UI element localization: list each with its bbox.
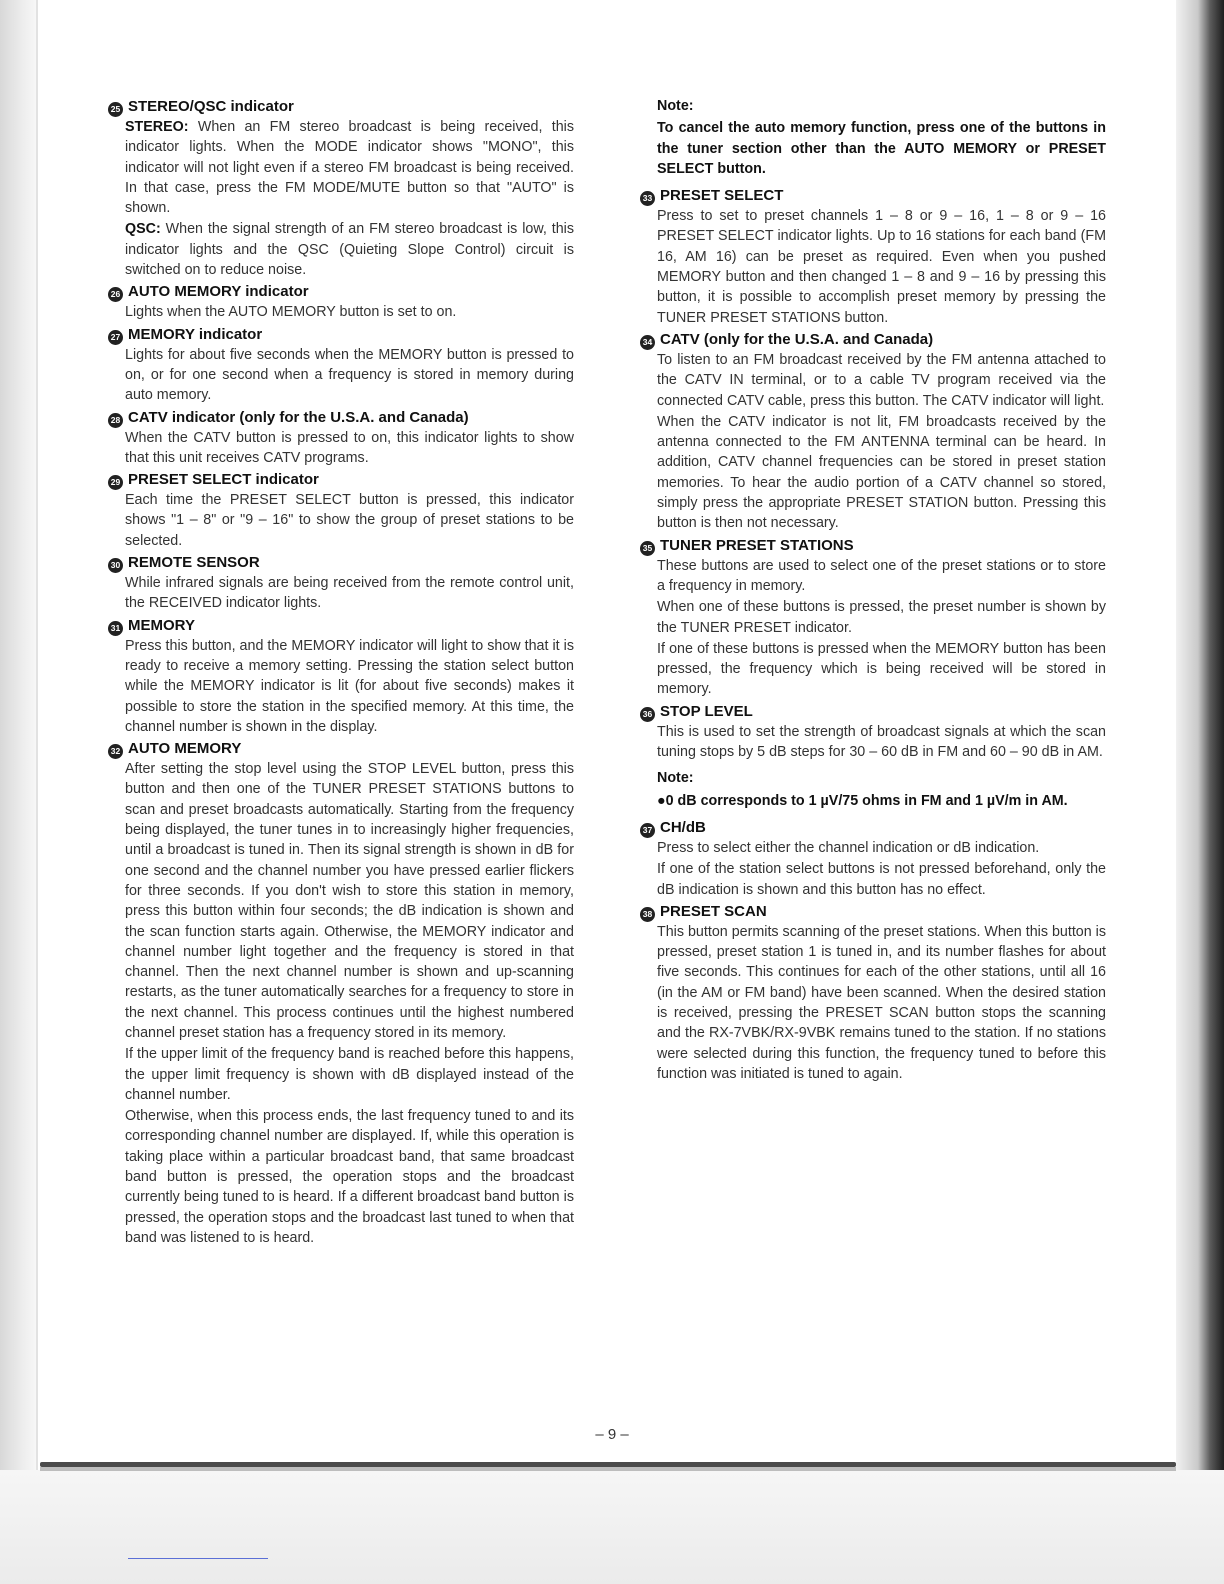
section-paragraph: When one of these buttons is pressed, the preset number is shown by the TUNER PRESET indicator. bbox=[657, 599, 1106, 636]
item-number-badge: 31 bbox=[108, 621, 123, 636]
item-number-badge: 33 bbox=[640, 191, 655, 206]
section-heading bbox=[640, 535, 1106, 556]
section-heading bbox=[640, 185, 1106, 206]
section-text: Press to set to preset channels 1 – 8 or 9 – 16, 1 – 8 or 9 – 16 PRESET SELECT indicator lights. Up to 16 stations for each band (FM 16, AM 16) can be preset as required. Even when you pushed MEMORY button and then changed 1 – 8 and 9 – 16 by pressing this button, it is possible to accomplish preset memory by pressing the TUNER PRESET STATIONS button. bbox=[657, 208, 1106, 326]
section-heading bbox=[640, 329, 1106, 350]
qsc-text: When the signal strength of an FM stereo broadcast is low, this indicator lights and the QSC (Quieting Slope Control) circuit is switched on to reduce noise. bbox=[125, 221, 574, 279]
note-title: Note: bbox=[657, 770, 694, 787]
section-preset-select-indicator bbox=[108, 469, 574, 551]
item-number-badge: 35 bbox=[640, 541, 655, 556]
section-title: MEMORY bbox=[128, 616, 195, 634]
section-body bbox=[125, 573, 574, 614]
item-number-badge: 29 bbox=[108, 475, 123, 490]
section-heading bbox=[108, 738, 574, 759]
section-title: AUTO MEMORY bbox=[128, 740, 242, 758]
section-body bbox=[657, 350, 1106, 534]
section-body bbox=[125, 345, 574, 406]
section-title: MEMORY indicator bbox=[128, 325, 263, 343]
section-text: Lights when the AUTO MEMORY button is set to on. bbox=[125, 304, 457, 321]
section-paragraph: When the CATV indicator is not lit, FM broadcasts received by the antenna connected to the FM ANTENNA terminal can be heard. In addition, CATV channel frequencies can be stored in preset station memories. To hear the audio portion of a CATV channel so stored, simply press the appropriate PRESET STATION button. Pressing this button is then not necessary. bbox=[657, 413, 1106, 532]
item-number-badge: 28 bbox=[108, 413, 123, 428]
scan-left-margin bbox=[0, 0, 36, 1584]
section-body bbox=[657, 922, 1106, 1084]
section-paragraph: After setting the stop level using the STOP LEVEL button, press this button and then one of the TUNER PRESET STATIONS buttons to scan and preset broadcasts automatically. Starting from the frequency being displayed, the tuner tunes in to increasingly higher frequencies, until a broadcast is tuned in. Then its signal strength is shown in dB for one second and the channel number you have pressed earlier flickers for three seconds. If you don't wish to store this station in memory, press this button within four seconds; the dB indication is shown and the scan function starts again. Otherwise, the MEMORY indicator and channel number light together and the frequency is stored in that channel. Then the next channel number is shown and up-scanning restarts, as the tuner automatically searches for a frequency to store in the next channel. This process continues until the highest numbered channel preset station has a frequency stored in its memory. bbox=[125, 761, 574, 1041]
section-title: STEREO/QSC indicator bbox=[128, 98, 294, 115]
section-preset-select bbox=[640, 185, 1106, 328]
section-catv-indicator bbox=[108, 407, 574, 469]
section-title: AUTO MEMORY indicator bbox=[128, 283, 309, 301]
right-column bbox=[640, 96, 1106, 1085]
section-body bbox=[657, 722, 1106, 763]
section-paragraph: These buttons are used to select one of the preset stations or to store a frequency in memory. bbox=[657, 557, 1106, 594]
stereo-text: When an FM stereo broadcast is being received, this indicator lights. When the MODE indicator shows "MONO", this indicator will not light even if a stereo FM broadcast is being received. In that case, press the FM MODE/MUTE button so that "AUTO" is shown. bbox=[125, 119, 574, 217]
section-text: Press this button, and the MEMORY indicator will light to show that it is ready to receive a memory setting. Pressing the station select button while the MEMORY indicator is lit (for about five seconds) makes it possible to store the station in the specified memory. At this time, the channel number is shown in the display. bbox=[125, 637, 574, 735]
stereo-label: STEREO: bbox=[125, 119, 189, 135]
section-title: TUNER PRESET STATIONS bbox=[660, 536, 854, 554]
section-title: REMOTE SENSOR bbox=[128, 554, 260, 572]
note-cancel-auto-memory bbox=[640, 96, 1106, 179]
section-heading bbox=[640, 817, 1106, 838]
section-stop-level bbox=[640, 701, 1106, 763]
item-number-badge: 34 bbox=[640, 335, 655, 350]
section-title: STOP LEVEL bbox=[660, 702, 753, 720]
item-number-badge: 36 bbox=[640, 707, 655, 722]
section-remote-sensor bbox=[108, 552, 574, 614]
scan-bottom-margin bbox=[0, 1470, 1224, 1584]
section-heading bbox=[108, 281, 574, 302]
section-heading bbox=[108, 552, 574, 573]
section-body bbox=[125, 428, 574, 469]
item-number-badge: 37 bbox=[640, 823, 655, 838]
section-body bbox=[125, 302, 574, 322]
section-title: PRESET SELECT bbox=[660, 187, 784, 205]
note-db-reference bbox=[640, 768, 1106, 811]
section-heading bbox=[108, 96, 574, 117]
section-heading bbox=[640, 901, 1106, 922]
item-number-badge: 26 bbox=[108, 287, 123, 302]
section-body bbox=[125, 490, 574, 551]
section-heading bbox=[108, 469, 574, 490]
section-paragraph: Otherwise, when this process ends, the last frequency tuned to and its corresponding channel number are displayed. If, while this operation is taking place within a particular broadcast band, that same broadcast band button is pressed, the operation stops and the broadcast currently being tuned to is heard. If a different broadcast band button is pressed, the operation stops and the broadcast last tuned to when that band was listened to is heard. bbox=[125, 1108, 574, 1246]
section-text: This button permits scanning of the preset stations. When this button is pressed, preset station 1 is tuned in, and its number flashes for about five seconds. This continues for each of the other stations, until all 16 (in the AM or FM band) have been scanned. When the desired station is received, pressing the PRESET SCAN button stops the scanning and the RX-7VBK/RX-9VBK remains tuned to the station. If no stations were selected during this function, the frequency tuned to before this function was initiated is tuned to again. bbox=[657, 923, 1106, 1082]
section-tuner-preset-stations bbox=[640, 535, 1106, 700]
section-heading bbox=[108, 407, 574, 428]
item-number-badge: 30 bbox=[108, 558, 123, 573]
section-auto-memory bbox=[108, 738, 574, 1248]
item-number-badge: 27 bbox=[108, 330, 123, 345]
section-heading bbox=[640, 701, 1106, 722]
section-body bbox=[125, 759, 574, 1248]
section-title: PRESET SCAN bbox=[660, 902, 767, 920]
section-ch-db bbox=[640, 817, 1106, 900]
section-paragraph: Press to select either the channel indication or dB indication. bbox=[657, 839, 1040, 856]
section-title: CH/dB bbox=[660, 818, 706, 836]
section-title: PRESET SELECT indicator bbox=[128, 471, 319, 489]
qsc-label: QSC: bbox=[125, 221, 161, 238]
section-body bbox=[125, 636, 574, 737]
section-paragraph: If one of the station select buttons is not pressed beforehand, only the dB indication is shown and this button has no effect. bbox=[657, 861, 1106, 898]
note-title: Note: bbox=[657, 98, 694, 114]
section-paragraph: If the upper limit of the frequency band is reached before this happens, the upper limit frequency is shown with dB displayed instead of the channel number. bbox=[125, 1046, 574, 1103]
item-number-badge: 25 bbox=[108, 102, 123, 117]
section-heading bbox=[108, 615, 574, 636]
section-body bbox=[657, 838, 1106, 900]
section-paragraph: If one of these buttons is pressed when the MEMORY button has been pressed, the frequency which is being received will be stored in memory. bbox=[657, 640, 1106, 698]
section-title: CATV (only for the U.S.A. and Canada) bbox=[660, 330, 934, 348]
section-text: This is used to set the strength of broadcast signals at which the scan tuning stops by 5 dB steps for 30 – 60 dB in FM and 60 – 90 dB in AM. bbox=[657, 723, 1106, 761]
section-memory-indicator bbox=[108, 324, 574, 406]
section-memory bbox=[108, 615, 574, 737]
page-number: – 9 – bbox=[595, 1426, 629, 1443]
section-heading bbox=[108, 324, 574, 345]
section-body bbox=[657, 556, 1106, 700]
section-catv bbox=[640, 329, 1106, 534]
section-text: Each time the PRESET SELECT button is pressed, this indicator shows "1 – 8" or "9 – 16" to show the group of preset stations to be selected. bbox=[125, 492, 574, 549]
page-bottom-shadow bbox=[40, 1467, 1176, 1471]
left-column bbox=[108, 96, 574, 1249]
section-text: When the CATV button is pressed to on, this indicator lights to show that this unit receives CATV programs. bbox=[125, 429, 574, 466]
section-preset-scan bbox=[640, 901, 1106, 1084]
section-paragraph: To listen to an FM broadcast received by the FM antenna attached to the CATV IN terminal, or to a cable TV program received via the connected CATV cable, press this button. The CATV indicator will light. bbox=[657, 351, 1106, 409]
section-auto-memory-indicator bbox=[108, 281, 574, 322]
note-text: To cancel the auto memory function, press one of the buttons in the tuner section other than the AUTO MEMORY or PRESET SELECT button. bbox=[657, 120, 1106, 177]
section-text: Lights for about five seconds when the MEMORY button is pressed to on, or for one second when a frequency is stored in memory during auto memory. bbox=[125, 346, 574, 404]
item-number-badge: 32 bbox=[108, 744, 123, 759]
item-number-badge: 38 bbox=[640, 907, 655, 922]
section-stereo-qsc-indicator bbox=[108, 96, 574, 280]
footer-link-rule bbox=[128, 1558, 268, 1559]
note-text: ●0 dB corresponds to 1 µV/75 ohms in FM and 1 µV/m in AM. bbox=[657, 792, 1068, 809]
section-body bbox=[125, 117, 574, 280]
section-body bbox=[657, 206, 1106, 328]
section-text: While infrared signals are being received from the remote control unit, the RECEIVED indicator lights. bbox=[125, 575, 574, 612]
scan-left-edge bbox=[36, 0, 38, 1584]
scan-binding-edge bbox=[1176, 0, 1224, 1584]
section-title: CATV indicator (only for the U.S.A. and Canada) bbox=[128, 408, 469, 426]
